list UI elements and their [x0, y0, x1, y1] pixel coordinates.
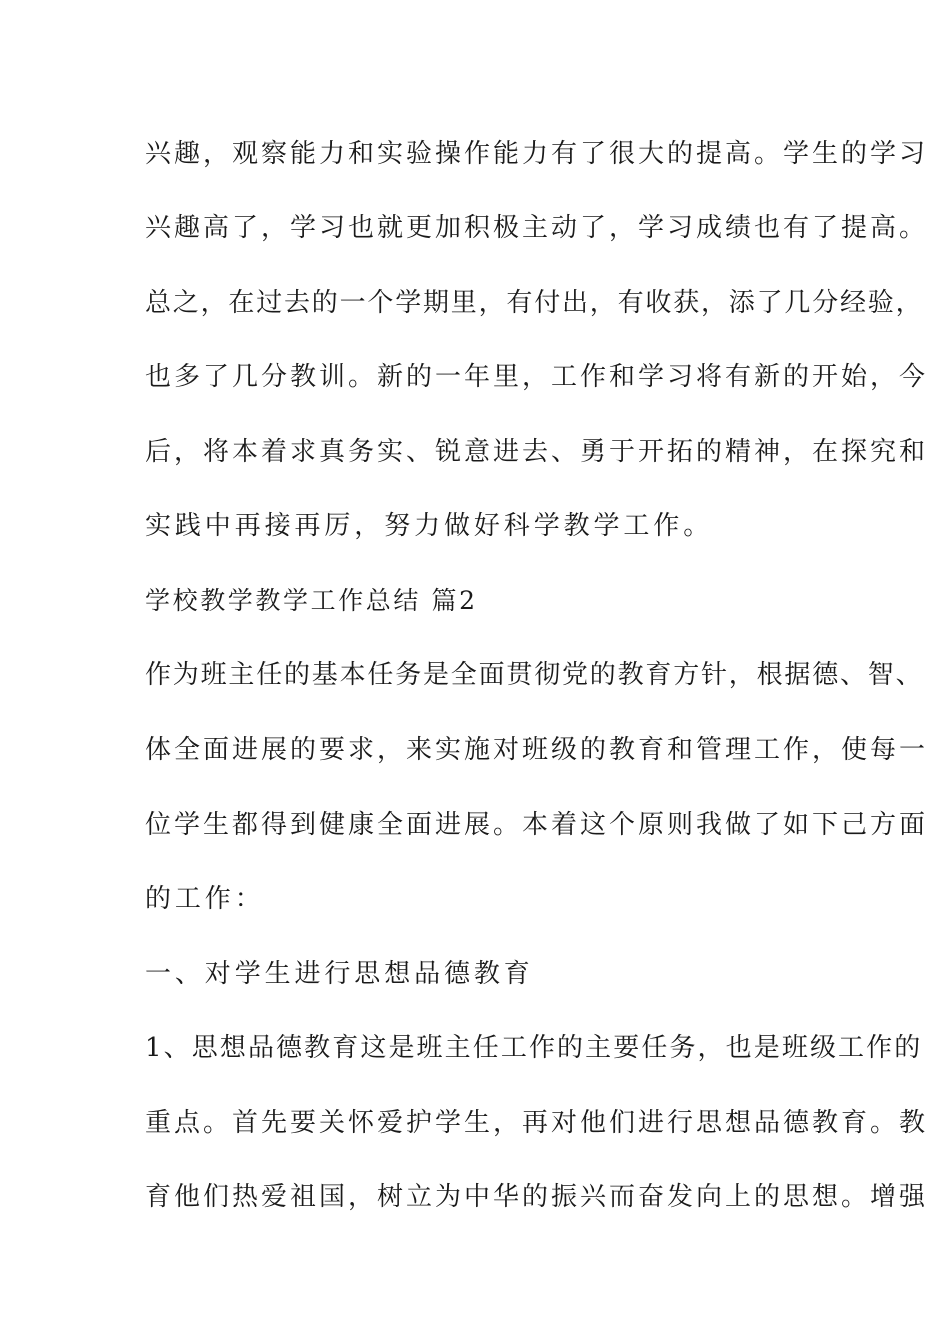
paragraph-line-7: 作为班主任的基本任务是全面贯彻党的教育方针，根据德、智、	[145, 660, 924, 690]
paragraph-line-11: 1、思想品德教育这是班主任工作的主要任务，也是班级工作的	[145, 1033, 923, 1063]
paragraph-line-6: 实践中再接再厉，努力做好科学教学工作。	[145, 511, 714, 541]
paragraph-line-10: 的工作：	[145, 884, 265, 914]
paragraph-line-13: 育他们热爱祖国，树立为中华的振兴而奋发向上的思想。增强	[145, 1182, 929, 1212]
paragraph-line-2: 兴趣高了，学习也就更加积极主动了，学习成绩也有了提高。	[145, 213, 929, 243]
subheading: 一、对学生进行思想品德教育	[145, 959, 534, 989]
paragraph-line-4: 也多了几分教训。新的一年里，工作和学习将有新的开始，今	[145, 362, 929, 392]
paragraph-line-12: 重点。首先要关怀爱护学生，再对他们进行思想品德教育。教	[145, 1108, 929, 1138]
section-heading: 学校教学教学工作总结 篇2	[145, 586, 478, 615]
paragraph-line-9: 位学生都得到健康全面进展。本着这个原则我做了如下己方面	[145, 810, 929, 840]
paragraph-line-1: 兴趣，观察能力和实验操作能力有了很大的提高。学生的学习	[145, 139, 929, 169]
paragraph-line-8: 体全面进展的要求，来实施对班级的教育和管理工作，使每一	[145, 735, 929, 765]
paragraph-line-3: 总之，在过去的一个学期里，有付出，有收获，添了几分经验，	[145, 288, 924, 318]
paragraph-line-5: 后，将本着求真务实、锐意进去、勇于开拓的精神，在探究和	[145, 437, 929, 467]
